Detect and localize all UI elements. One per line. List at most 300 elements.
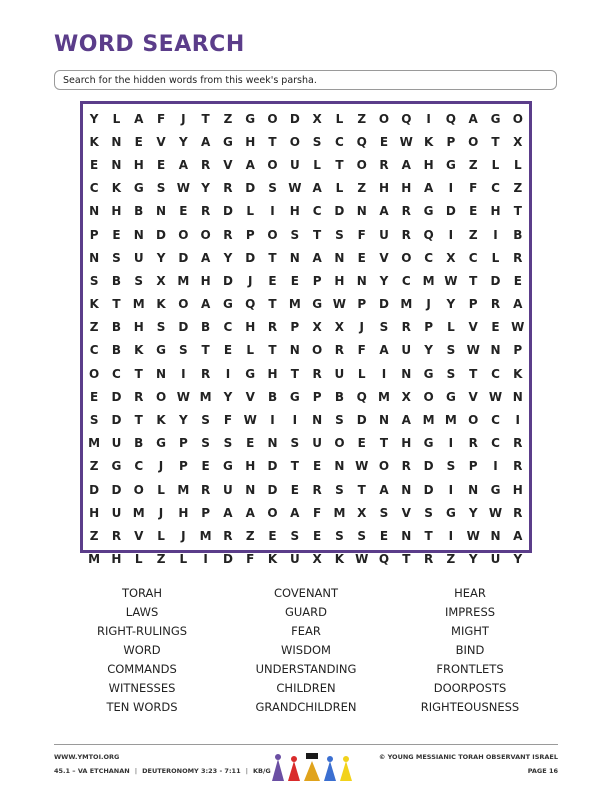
grid-letter: W [243,413,257,428]
grid-letter: C [312,204,322,219]
word-list-item: CHILDREN [276,681,336,695]
grid-letter: I [448,482,454,497]
grid-letter: U [289,157,300,172]
grid-letter: H [289,204,300,219]
grid-letter: S [335,528,344,543]
grid-letter: U [312,436,322,451]
grid-letter: Q [423,227,434,242]
grid-letter: A [290,505,300,520]
word-list-item: TEN WORDS [106,700,178,714]
grid-letter: W [488,505,503,520]
grid-letter: N [334,250,345,265]
grid-letter: L [513,157,522,172]
grid-letter: N [401,366,412,381]
grid-letter: U [111,436,122,451]
grid-letter: G [156,436,166,451]
grid-letter: N [356,273,367,288]
grid-letter: Y [178,413,188,428]
grid-letter: Z [357,181,367,196]
grid-letter: Y [178,134,188,149]
grid-letter: H [178,505,189,520]
grid-row [83,548,529,571]
grid-letter: J [426,297,431,312]
grid-letter: H [245,320,256,335]
grid-letter: W [488,389,503,404]
grid-letter: Y [513,552,523,567]
grid-letter: C [89,181,99,196]
grid-letter: P [201,505,211,520]
grid-letter: S [201,436,210,451]
word-list-item: LAWS [125,605,159,619]
grid-row [83,246,529,269]
grid-letter: I [270,413,275,428]
grid-letter: D [111,389,122,404]
grid-row [83,130,529,153]
grid-letter: G [423,436,434,451]
grid-letter: D [490,273,501,288]
grid-row [83,501,529,524]
grid-letter: W [466,343,480,358]
grid-row [83,177,529,200]
grid-row [83,408,529,431]
grid-letter: A [401,413,411,428]
grid-letter: A [134,111,144,126]
grid-letter: I [493,459,498,474]
grid-letter: W [176,181,190,196]
logo-figures [272,753,352,781]
grid-letter: P [178,459,188,474]
grid-letter: S [379,505,389,520]
grid-letter: M [177,482,190,497]
grid-letter: Z [89,320,99,335]
grid-letter: M [400,297,413,312]
grid-letter: O [200,227,211,242]
grid-letter: B [201,320,211,335]
grid-letter: R [401,204,411,219]
grid-letter: X [446,250,456,265]
grid-letter: S [335,482,344,497]
grid-letter: R [201,366,211,381]
grid-letter: Z [156,552,166,567]
grid-letter: L [157,482,165,497]
grid-letter: X [312,320,322,335]
grid-letter: P [178,436,188,451]
grid-letter: K [423,134,434,149]
grid-letter: G [423,204,434,219]
grid-letter: O [512,111,523,126]
grid-letter: K [334,552,345,567]
grid-letter: J [181,111,186,126]
grid-row [83,269,529,292]
grid-letter: H [245,134,256,149]
grid-letter: C [424,250,433,265]
word-list-item: RIGHTEOUSNESS [420,700,520,714]
grid-letter: O [267,505,278,520]
word-list-item: GRANDCHILDREN [255,700,357,714]
grid-letter: R [111,528,122,543]
grid-letter: B [134,436,144,451]
grid-letter: K [267,552,278,567]
grid-letter: Z [245,528,255,543]
grid-letter: Y [446,297,456,312]
grid-letter: D [111,413,122,428]
grid-letter: T [469,273,478,288]
grid-letter: C [468,250,478,265]
grid-letter: E [491,320,500,335]
grid-letter: B [134,204,144,219]
grid-letter: S [290,528,300,543]
grid-letter: S [446,459,456,474]
word-list-item: RIGHT-RULINGS [96,624,188,638]
grid-letter: A [245,505,255,520]
grid-letter: C [335,134,344,149]
grid-letter: H [401,436,412,451]
grid-letter: R [401,459,411,474]
grid-letter: H [111,204,122,219]
grid-letter: R [201,157,211,172]
grid-letter: L [357,366,366,381]
grid-letter: E [379,528,389,543]
grid-letter: D [267,482,278,497]
grid-letter: N [490,528,501,543]
grid-letter: I [181,366,186,381]
grid-letter: W [466,528,480,543]
grid-letter: F [469,181,478,196]
grid-letter: Q [245,297,256,312]
grid-letter: S [223,436,233,451]
word-list-item: WORD [123,643,161,657]
grid-letter: R [312,366,322,381]
grid-letter: N [512,389,523,404]
grid-letter: P [290,320,300,335]
page-title: WORD SEARCH [54,32,245,57]
grid-letter: C [401,273,411,288]
grid-letter: D [445,204,456,219]
grid-letter: R [223,528,233,543]
footer-divider [54,744,558,745]
grid-letter: G [423,366,434,381]
grid-letter: I [515,413,521,428]
grid-letter: U [379,227,389,242]
grid-letter: T [335,157,344,172]
grid-letter: L [179,552,188,567]
grid-letter: Y [89,111,99,126]
grid-letter: Z [446,552,456,567]
word-search-grid [80,101,532,567]
word-list-item: FEAR [291,624,321,638]
grid-letter: Q [356,134,367,149]
grid-letter: G [312,297,323,312]
grid-letter: C [491,366,500,381]
word-list-item: COVENANT [273,586,339,600]
grid-letter: R [513,505,523,520]
grid-letter: P [357,297,367,312]
grid-letter: M [177,273,190,288]
grid-letter: O [468,134,479,149]
grid-letter: N [334,459,345,474]
grid-letter: H [378,181,390,196]
grid-letter: R [513,250,523,265]
grid-letter: R [490,297,501,312]
grid-letter: G [490,111,501,126]
grid-letter: N [289,343,300,358]
grid-letter: O [178,297,189,312]
grid-letter: T [134,366,143,381]
grid-letter: S [312,134,322,149]
grid-letter: E [246,436,255,451]
grid-letter: L [491,250,500,265]
grid-letter: S [179,343,188,358]
grid-letter: X [357,505,367,520]
grid-letter: E [357,436,366,451]
grid-letter: N [356,204,367,219]
footer-parsha: 45.1 – VA ETCHANAN [54,767,130,775]
grid-letter: E [379,134,389,149]
grid-letter: G [490,482,501,497]
grid-row [83,200,529,223]
grid-letter: D [156,227,167,242]
grid-letter: R [201,482,211,497]
grid-letter: N [401,528,412,543]
word-list-item: UNDERSTANDING [255,662,357,676]
grid-row [83,293,529,316]
grid-letter: I [448,227,454,242]
grid-letter: T [491,134,500,149]
grid-letter: I [203,552,208,567]
grid-letter: O [289,134,300,149]
grid-letter: R [201,204,211,219]
grid-letter: B [111,343,122,358]
grid-letter: Z [357,111,367,126]
grid-letter: H [133,320,144,335]
grid-letter: N [245,482,256,497]
grid-letter: K [89,134,99,149]
grid-letter: I [448,436,454,451]
grid-letter: V [379,250,389,265]
grid-letter: J [247,273,253,288]
grid-row [83,223,529,246]
footer-page-number: PAGE 16 [527,767,558,775]
grid-letter: E [268,528,277,543]
grid-letter: N [378,413,390,428]
grid-letter: F [357,343,366,358]
grid-letter: X [334,320,345,335]
grid-letter: T [357,482,366,497]
grid-letter: Z [89,459,99,474]
grid-letter: R [468,436,478,451]
grid-letter: O [133,482,144,497]
grid-letter: N [111,157,122,172]
footer-initials: KB/G [252,767,271,775]
grid-letter: M [288,297,301,312]
grid-letter: S [335,227,344,242]
grid-letter: K [111,181,122,196]
grid-letter: P [468,297,478,312]
word-list-item: MIGHT [451,624,489,638]
word-list-item: BIND [455,643,485,657]
grid-letter: L [335,111,344,126]
word-list-item: WISDOM [281,643,331,657]
grid-letter: N [312,413,323,428]
grid-letter: W [332,297,347,312]
grid-letter: G [445,157,456,172]
grid-letter: D [289,111,300,126]
grid-letter: W [444,273,458,288]
grid-letter: N [89,250,100,265]
grid-letter: I [270,204,275,219]
grid-letter: D [178,250,189,265]
grid-letter: G [445,505,456,520]
grid-letter: S [446,343,456,358]
grid-letter: C [112,366,121,381]
grid-letter: T [268,343,277,358]
grid-letter: S [156,181,166,196]
grid-letter: D [222,204,233,219]
grid-letter: O [267,111,278,126]
grid-letter: P [468,459,478,474]
grid-letter: D [222,552,233,567]
grid-letter: U [334,366,345,381]
grid-letter: P [312,389,322,404]
word-list-item: HEAR [454,586,486,600]
grid-letter: N [401,482,412,497]
grid-letter: S [134,273,144,288]
grid-letter: N [156,366,167,381]
grid-letter: E [223,343,233,358]
grid-letter: A [245,157,255,172]
grid-letter: S [446,366,456,381]
grid-letter: T [424,528,433,543]
grid-letter: G [133,181,144,196]
grid-letter: U [111,505,122,520]
grid-letter: F [313,505,322,520]
grid-letter: Z [89,528,99,543]
grid-letter: D [245,250,256,265]
grid-letter: M [444,413,457,428]
grid-letter: O [89,366,100,381]
word-list-item: COMMANDS [107,662,177,676]
grid-row [83,455,529,478]
grid-letter: C [491,413,500,428]
grid-letter: D [111,482,122,497]
grid-letter: Y [468,505,478,520]
grid-letter: T [268,250,277,265]
grid-letter: G [245,366,256,381]
grid-letter: E [268,273,277,288]
grid-letter: T [112,297,121,312]
grid-letter: I [292,413,298,428]
grid-letter: M [88,436,101,451]
grid-letter: T [134,413,143,428]
grid-letter: Z [513,181,523,196]
grid-letter: E [469,204,478,219]
grid-letter: E [179,204,188,219]
footer-copyright: © YOUNG MESSIANIC TORAH OBSERVANT ISRAEL [378,753,558,761]
grid-letter: D [356,413,367,428]
grid-letter: V [468,320,478,335]
grid-letter: E [201,459,210,474]
grid-letter: A [423,181,434,196]
grid-letter: B [111,273,122,288]
grid-letter: H [133,157,144,172]
grid-letter: Q [378,552,390,567]
grid-letter: G [223,134,233,149]
grid-letter: P [312,273,322,288]
grid-letter: L [112,111,121,126]
grid-letter: Y [156,250,166,265]
grid-letter: S [89,413,99,428]
grid-row [83,339,529,362]
grid-letter: E [357,250,366,265]
grid-letter: N [89,204,100,219]
grid-letter: C [89,343,99,358]
grid-letter: A [468,111,478,126]
grid-letter: D [423,482,434,497]
grid-letter: R [401,227,411,242]
grid-letter: B [513,227,523,242]
grid-letter: Y [424,343,433,358]
grid-letter: M [333,505,346,520]
grid-letter: S [112,250,121,265]
grid-letter: O [334,436,345,451]
grid-letter: D [379,297,389,312]
grid-letter: Z [468,157,478,172]
grid-letter: J [359,320,364,335]
grid-letter: T [513,204,522,219]
grid-letter: T [290,366,299,381]
grid-letter: F [223,413,233,428]
grid-letter: H [401,181,412,196]
grid-letter: N [289,250,300,265]
grid-letter: H [200,273,211,288]
grid-letter: E [90,157,99,172]
grid-letter: T [402,552,411,567]
grid-letter: D [222,273,233,288]
grid-letter: K [89,297,99,312]
grid-letter: A [401,157,411,172]
word-list [60,584,552,717]
grid-letter: I [225,366,231,381]
grid-letter: E [134,134,143,149]
grid-letter: V [156,134,166,149]
grid-letter: L [447,320,455,335]
grid-letter: U [223,482,233,497]
word-list-item: DOORPOSTS [433,681,507,695]
grid-letter: H [245,459,256,474]
grid-letter: E [112,227,121,242]
grid-letter: R [513,436,523,451]
grid-letter: P [513,343,523,358]
grid-letter: G [156,343,166,358]
grid-letter: T [201,343,210,358]
grid-letter: Y [201,181,210,196]
grid-letter: O [468,413,479,428]
footer-reference: DEUTERONOMY 3:23 - 7:11 [142,767,241,775]
grid-letter: A [379,343,389,358]
grid-letter: S [335,413,344,428]
grid-letter: E [313,528,322,543]
grid-letter: O [155,389,167,404]
grid-letter: K [156,297,166,312]
grid-letter: A [513,297,523,312]
grid-letter: K [513,366,523,381]
grid-row [83,153,529,176]
grid-letter: E [290,273,299,288]
grid-letter: H [111,552,122,567]
grid-letter: L [335,181,344,196]
grid-letter: H [512,482,523,497]
grid-row [83,432,529,455]
